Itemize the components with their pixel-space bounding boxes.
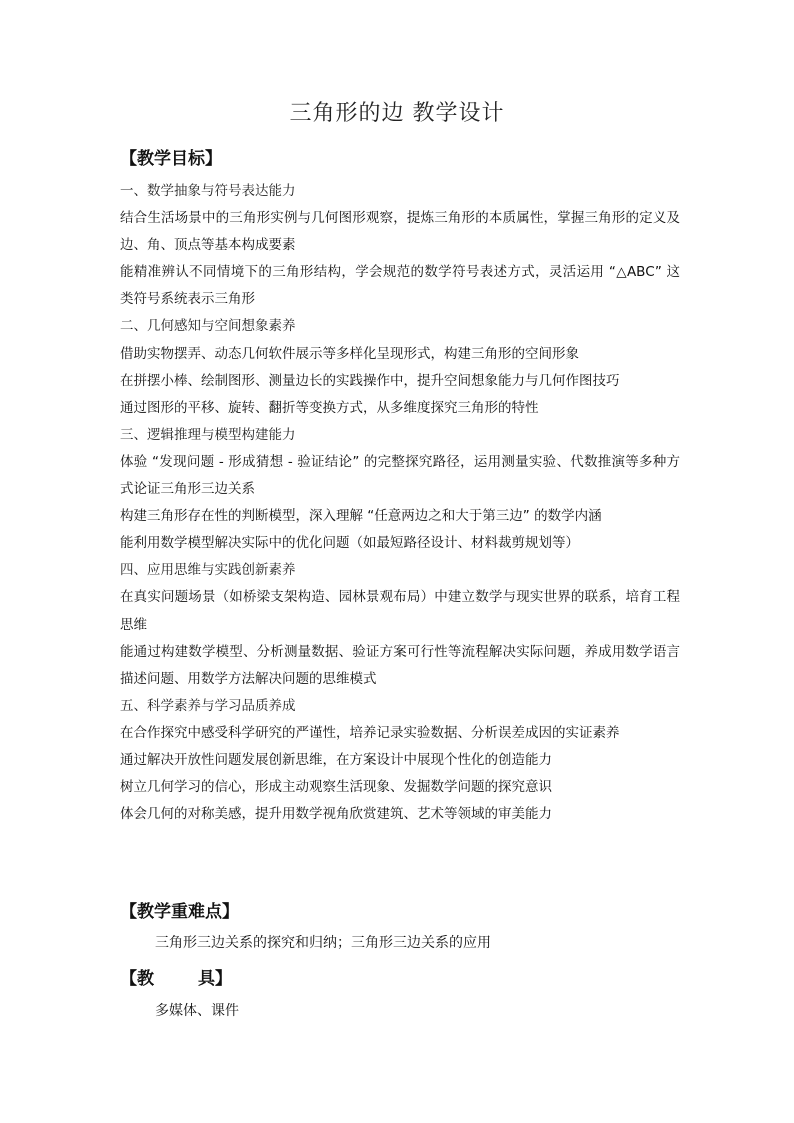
objective-section-heading: 二、几何感知与空间想象素养 bbox=[120, 318, 296, 335]
objective-paragraph: 结合生活场景中的三角形实例与几何图形观察，提炼三角形的本质属性，掌握三角形的定义及边、角、顶点等基本构成要素 bbox=[120, 210, 680, 254]
objective-paragraph: 体会几何的对称美感，提升用数学视角欣赏建筑、艺术等领域的审美能力 bbox=[120, 806, 552, 823]
page-title: 三角形的边 教学设计 bbox=[289, 101, 505, 126]
objective-paragraph: 在真实问题场景（如桥梁支架构造、园林景观布局）中建立数学与现实世界的联系，培育工程思维 bbox=[120, 589, 680, 633]
objectives-heading: 【教学目标】 bbox=[120, 149, 222, 169]
key-points-heading: 【教学重难点】 bbox=[120, 902, 239, 922]
objectives-content bbox=[120, 178, 680, 828]
tools-heading-right: 具】 bbox=[198, 969, 232, 989]
objective-paragraph: 构建三角形存在性的判断模型，深入理解 “任意两边之和大于第三边” 的数学内涵 bbox=[120, 508, 602, 525]
objective-paragraph: 通过图形的平移、旋转、翻折等变换方式，从多维度探究三角形的特性 bbox=[120, 399, 539, 416]
objective-section-heading: 一、数学抽象与符号表达能力 bbox=[120, 183, 296, 199]
objective-paragraph: 树立几何学习的信心，形成主动观察生活现象、发掘数学问题的探究意识 bbox=[120, 779, 552, 796]
objective-section-heading: 五、科学素养与学习品质养成 bbox=[120, 697, 296, 714]
objective-paragraph: 借助实物摆弄、动态几何软件展示等多样化呈现形式，构建三角形的空间形象 bbox=[120, 345, 579, 362]
objective-paragraph: 在拼摆小棒、绘制图形、测量边长的实践操作中，提升空间想象能力与几何作图技巧 bbox=[120, 372, 620, 389]
objective-section-heading: 三、逻辑推理与模型构建能力 bbox=[120, 426, 296, 443]
objective-paragraph: 能精准辨认不同情境下的三角形结构，学会规范的数学符号表述方式，灵活运用 “△ABC” 这类符号系统表示三角形 bbox=[120, 264, 680, 308]
objective-paragraph: 在合作探究中感受科学研究的严谨性，培养记录实验数据、分析误差成因的实证素养 bbox=[120, 724, 620, 741]
tools-heading-left: 【教 bbox=[120, 969, 154, 989]
objective-paragraph: 通过解决开放性问题发展创新思维，在方案设计中展现个性化的创造能力 bbox=[120, 751, 552, 768]
key-points-text: 三角形三边关系的探究和归纳；三角形三边关系的应用 bbox=[155, 935, 491, 951]
objective-paragraph: 能利用数学模型解决实际中的优化问题（如最短路径设计、材料裁剪规划等） bbox=[120, 535, 579, 552]
tools-heading bbox=[120, 964, 232, 989]
objective-section-heading: 四、应用思维与实践创新素养 bbox=[120, 562, 296, 579]
tools-text: 多媒体、课件 bbox=[155, 1003, 239, 1019]
objective-paragraph: 体验 “发现问题 - 形成猜想 - 验证结论” 的完整探究路径，运用测量实验、代数推演等多种方式论证三角形三边关系 bbox=[120, 453, 680, 498]
objective-paragraph: 能通过构建数学模型、分析测量数据、验证方案可行性等流程解决实际问题，养成用数学语言描述问题、用数学方法解决问题的思维模式 bbox=[120, 643, 680, 687]
